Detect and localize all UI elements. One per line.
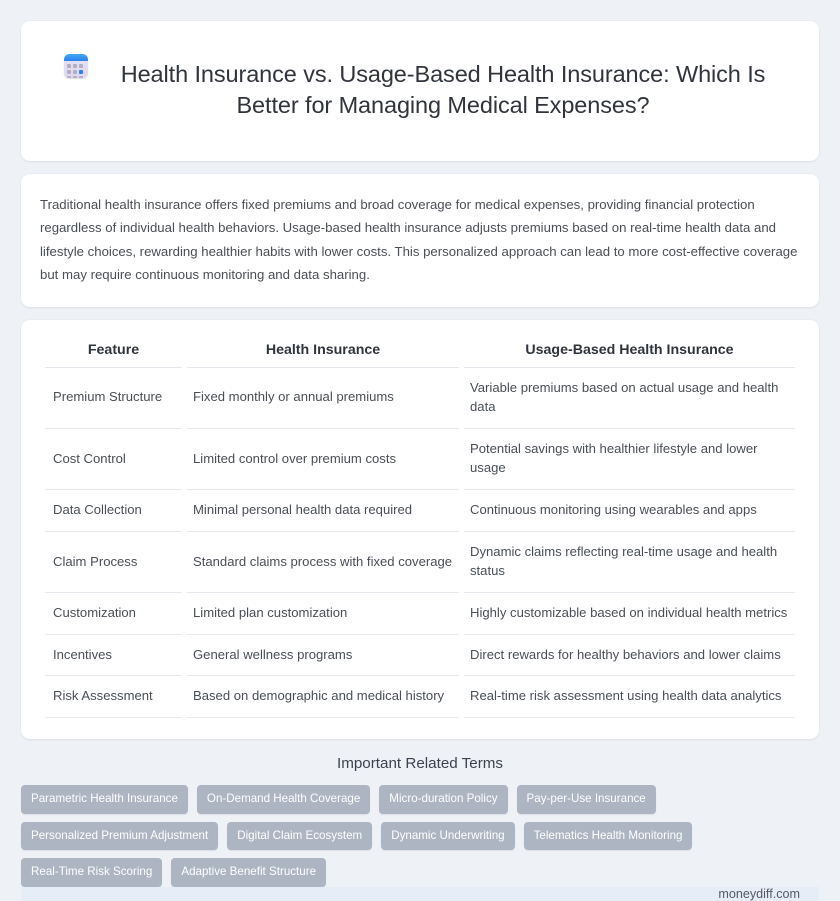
cell-health-insurance: Limited plan customization xyxy=(187,593,459,635)
cell-health-insurance: Minimal personal health data required xyxy=(187,490,459,532)
table-row xyxy=(45,676,795,718)
description-card xyxy=(21,174,819,307)
table-row xyxy=(45,532,795,593)
cell-feature: Cost Control xyxy=(45,429,182,490)
calendar-icon xyxy=(61,52,91,82)
cell-usage-based: Dynamic claims reflecting real-time usage and health status xyxy=(464,532,795,593)
cell-usage-based: Continuous monitoring using wearables and apps xyxy=(464,490,795,532)
table-row xyxy=(45,368,795,429)
description-text: Traditional health insurance offers fixed premiums and broad coverage for medical expenses, providing financial protection regardless of individual health behaviors. Usage-based health insurance adjusts premiums based on real-time health data and lifestyle choices, rewarding healthier habits with lower costs. This personalized approach can lead to more cost-effective coverage but may require continuous monitoring and data sharing. xyxy=(40,196,798,282)
related-term-tag[interactable]: Micro-duration Policy xyxy=(379,785,507,814)
table-row xyxy=(45,635,795,677)
cell-feature: Incentives xyxy=(45,635,182,677)
footer-bar xyxy=(21,887,819,901)
footer-site-name: moneydiff.com xyxy=(718,886,800,901)
related-term-tag[interactable]: Parametric Health Insurance xyxy=(21,785,188,814)
table-row xyxy=(45,429,795,490)
related-term-tag[interactable]: Dynamic Underwriting xyxy=(381,822,514,851)
comparison-table-card xyxy=(21,320,819,739)
cell-health-insurance: Limited control over premium costs xyxy=(187,429,459,490)
cell-usage-based: Direct rewards for healthy behaviors and lower claims xyxy=(464,635,795,677)
related-terms-tag-list xyxy=(21,785,819,887)
related-term-tag[interactable]: Adaptive Benefit Structure xyxy=(171,858,326,887)
table-header-row xyxy=(45,335,795,368)
table-header xyxy=(45,335,795,368)
title-card xyxy=(21,21,819,161)
related-term-tag[interactable]: Personalized Premium Adjustment xyxy=(21,822,218,851)
cell-usage-based: Real-time risk assessment using health data analytics xyxy=(464,676,795,718)
related-term-tag[interactable]: On-Demand Health Coverage xyxy=(197,785,370,814)
cell-health-insurance: Standard claims process with fixed coverage xyxy=(187,532,459,593)
cell-feature: Data Collection xyxy=(45,490,182,532)
comparison-table xyxy=(40,335,800,718)
related-terms-title: Important Related Terms xyxy=(336,754,503,772)
cell-feature: Customization xyxy=(45,593,182,635)
related-term-tag[interactable]: Telematics Health Monitoring xyxy=(524,822,693,851)
cell-usage-based: Potential savings with healthier lifestyle and lower usage xyxy=(464,429,795,490)
cell-feature: Claim Process xyxy=(45,532,182,593)
cell-feature: Risk Assessment xyxy=(45,676,182,718)
column-header-feature: Feature xyxy=(45,335,182,368)
page-title: Health Insurance vs. Usage-Based Health Insurance: Which Is Better for Managing Medical Expenses? xyxy=(120,60,766,118)
cell-usage-based: Variable premiums based on actual usage and health data xyxy=(464,368,795,429)
cell-health-insurance: Fixed monthly or annual premiums xyxy=(187,368,459,429)
related-term-tag[interactable]: Pay-per-Use Insurance xyxy=(517,785,656,814)
column-header-usage-based: Usage-Based Health Insurance xyxy=(464,335,795,368)
column-header-health-insurance: Health Insurance xyxy=(187,335,459,368)
cell-health-insurance: General wellness programs xyxy=(187,635,459,677)
related-term-tag[interactable]: Digital Claim Ecosystem xyxy=(227,822,372,851)
cell-feature: Premium Structure xyxy=(45,368,182,429)
table-row xyxy=(45,490,795,532)
table-body xyxy=(45,368,795,718)
cell-usage-based: Highly customizable based on individual health metrics xyxy=(464,593,795,635)
table-row xyxy=(45,593,795,635)
related-term-tag[interactable]: Real-Time Risk Scoring xyxy=(21,858,162,887)
cell-health-insurance: Based on demographic and medical history xyxy=(187,676,459,718)
